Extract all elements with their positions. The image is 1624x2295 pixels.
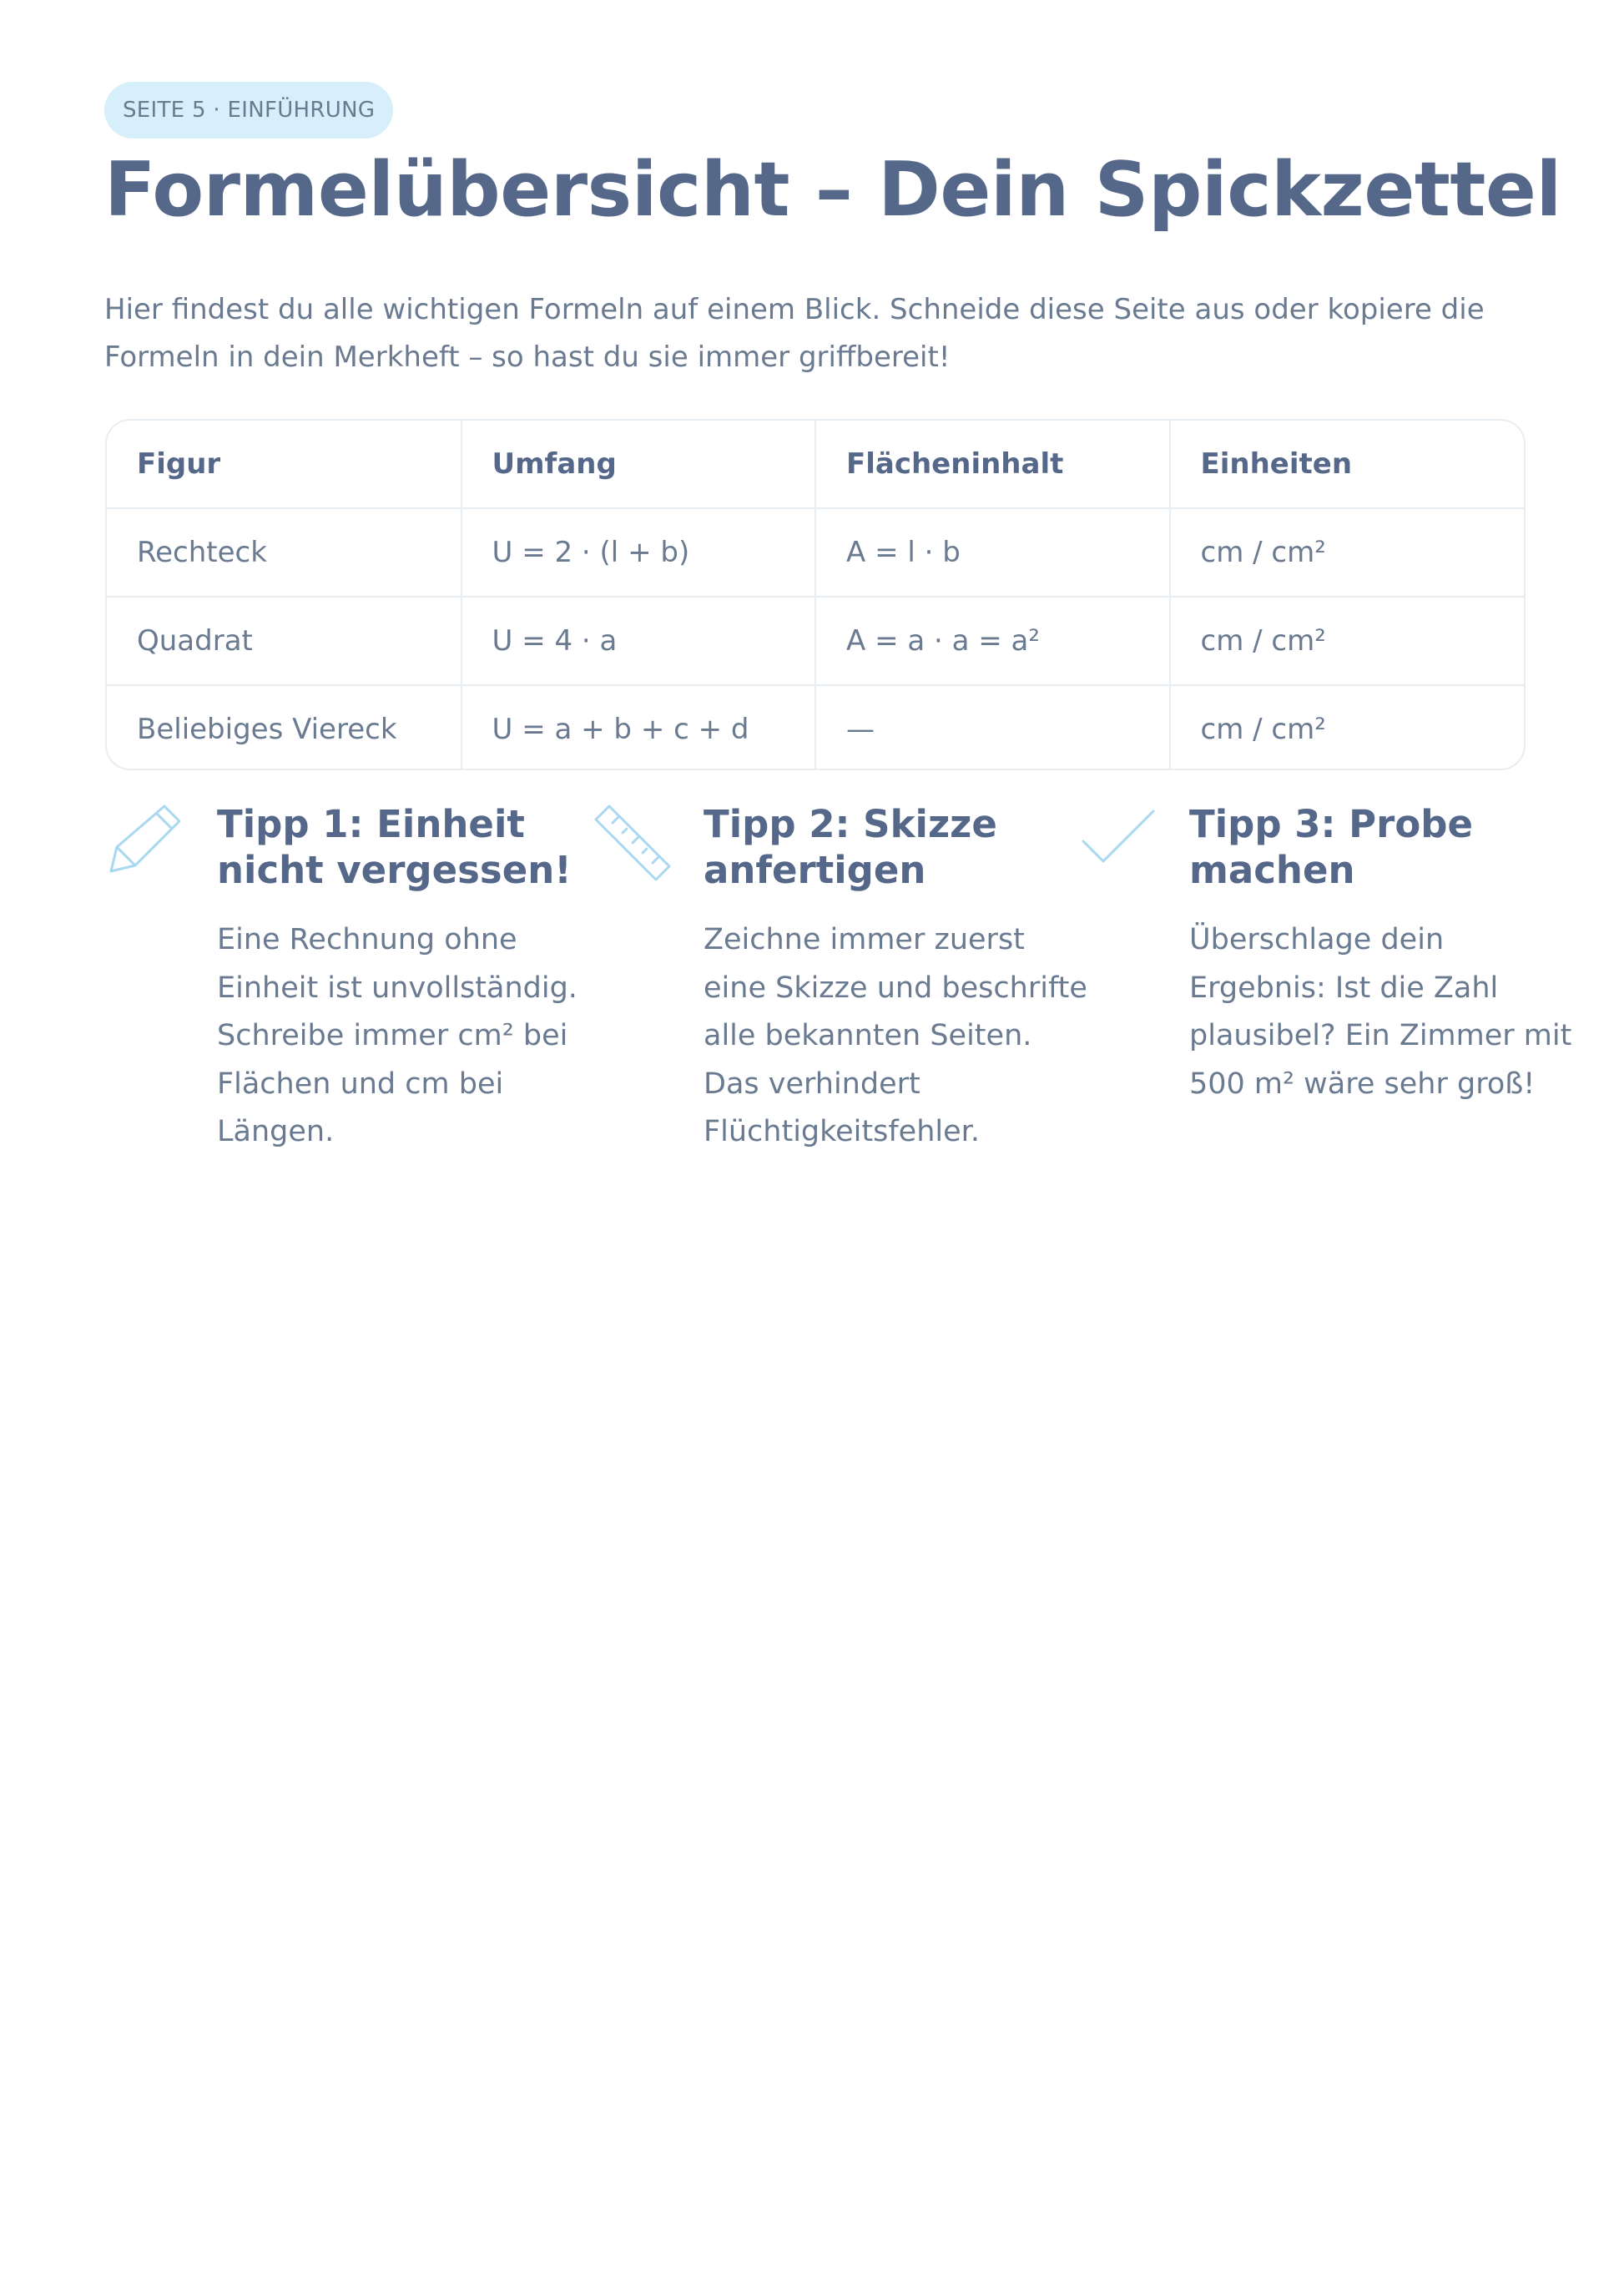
table-cell: U = 4 · a — [461, 597, 816, 685]
table-cell: U = a + b + c + d — [461, 685, 816, 770]
tip-title: Tipp 2: Skizze anfertigen — [704, 802, 997, 892]
page-badge: SEITE 5 · EINFÜHRUNG — [104, 82, 393, 139]
ruler-icon — [591, 801, 674, 885]
table-row — [107, 508, 1524, 597]
table-cell: cm / cm² — [1200, 713, 1326, 746]
formula-table — [105, 419, 1526, 770]
page-title: Formelübersicht – Dein Spickzettel — [104, 146, 1561, 234]
column-header: Figur — [107, 421, 461, 508]
intro-text: Hier findest du alle wichtigen Formeln auf einem Blick. Schneide diese Seite aus oder kopiere die Formeln in dein Merkheft – so hast du sie immer griffbereit! — [104, 293, 1485, 374]
tip-2 — [704, 801, 1087, 1157]
table-cell: cm / cm² — [1170, 508, 1525, 597]
tip-title: Tipp 1: Einheit nicht vergessen! — [217, 802, 572, 892]
tip-text: Überschlage dein Ergebnis: Ist die Zahl plausibel? Ein Zimmer mit 500 m² wäre sehr groß! — [1189, 923, 1572, 1101]
tip-text: Zeichne immer zuerst eine Skizze und beschrifte alle bekannten Seiten. Das verhindert Flüchtigkeitsfehler. — [704, 923, 1087, 1148]
column-header: Einheiten — [1170, 421, 1525, 508]
table-cell: cm / cm² — [1170, 597, 1525, 685]
column-header: Flächeninhalt — [815, 421, 1170, 508]
table-row — [107, 685, 1524, 770]
table-cell: A = a · a = a² — [815, 597, 1170, 685]
table-cell: Rechteck — [107, 508, 461, 597]
table-header-row — [107, 421, 1524, 508]
tip-text: Eine Rechnung ohne Einheit ist unvollständig. Schreibe immer cm² bei Flächen und cm bei Längen. — [217, 923, 577, 1148]
column-header: Umfang — [461, 421, 816, 508]
table-cell: U = 2 · (l + b) — [461, 508, 816, 597]
table-cell: — — [815, 685, 1170, 770]
checkmark-icon — [1077, 801, 1160, 885]
table-cell: Beliebiges Viereck — [107, 685, 461, 770]
tip-3 — [1189, 801, 1573, 1108]
tip-title: Tipp 3: Probe machen — [1189, 802, 1474, 892]
table-cell: A = l · b — [815, 508, 1170, 597]
tip-1 — [217, 801, 601, 1157]
table-cell: Quadrat — [107, 597, 461, 685]
table-row — [107, 597, 1524, 685]
pencil-icon — [104, 801, 188, 885]
